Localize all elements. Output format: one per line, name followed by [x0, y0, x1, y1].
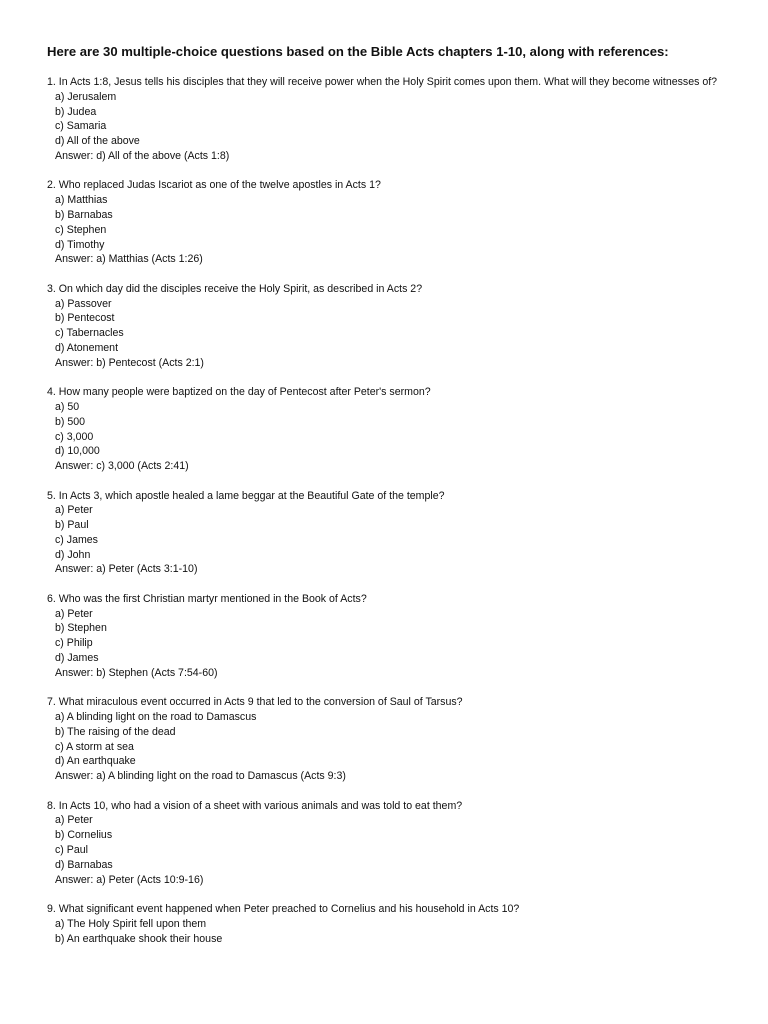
- answer-option: d) Timothy: [55, 238, 105, 251]
- question-block: [47, 902, 737, 946]
- answer-option: b) 500: [55, 415, 86, 428]
- question-block: [47, 799, 737, 888]
- answer-option: a) Peter: [55, 504, 93, 517]
- answer-option: a) The Holy Spirit fell upon them: [55, 917, 207, 930]
- answer-option: d) An earthquake: [55, 755, 136, 768]
- answer-option: d) Atonement: [55, 341, 119, 354]
- answer-option: b) Cornelius: [55, 829, 113, 842]
- answer-option: d) James: [55, 652, 99, 665]
- question-text: 3. On which day did the disciples receive the Holy Spirit, as described in Acts 2?: [47, 282, 423, 295]
- answer-option: b) An earthquake shook their house: [55, 932, 223, 945]
- answer-option: b) Judea: [55, 105, 97, 118]
- answer-option: a) Matthias: [55, 194, 108, 207]
- answer-option: d) 10,000: [55, 445, 100, 458]
- answer-key: Answer: b) Pentecost (Acts 2:1): [55, 356, 204, 369]
- question-block: [47, 75, 737, 164]
- answer-key: Answer: a) Matthias (Acts 1:26): [55, 253, 203, 266]
- answer-option: c) Philip: [55, 637, 93, 650]
- question-block: [47, 178, 737, 267]
- answer-option: c) Stephen: [55, 223, 107, 236]
- question-text: 2. Who replaced Judas Iscariot as one of the twelve apostles in Acts 1?: [47, 179, 381, 192]
- question-text: 8. In Acts 10, who had a vision of a sheet with various animals and was told to eat them?: [47, 799, 463, 812]
- document-title: Here are 30 multiple-choice questions based on the Bible Acts chapters 1-10, along with references:: [47, 44, 669, 59]
- answer-option: c) A storm at sea: [55, 740, 134, 753]
- answer-option: a) A blinding light on the road to Damascus: [55, 711, 257, 724]
- answer-option: b) Stephen: [55, 622, 107, 635]
- answer-option: b) Paul: [55, 519, 89, 532]
- question-block: [47, 695, 737, 784]
- question-block: [47, 592, 737, 681]
- answer-option: b) Barnabas: [55, 208, 113, 221]
- question-block: [47, 489, 737, 578]
- answer-option: c) Paul: [55, 844, 88, 857]
- answer-option: a) Peter: [55, 607, 93, 620]
- answer-option: a) Passover: [55, 297, 112, 310]
- answer-option: c) 3,000: [55, 430, 94, 443]
- answer-option: b) The raising of the dead: [55, 725, 176, 738]
- answer-option: c) Samaria: [55, 120, 107, 133]
- answer-key: Answer: a) Peter (Acts 3:1-10): [55, 563, 198, 576]
- answer-option: c) James: [55, 533, 98, 546]
- answer-option: a) Peter: [55, 814, 93, 827]
- answer-option: d) Barnabas: [55, 858, 113, 871]
- answer-key: Answer: a) A blinding light on the road to Damascus (Acts 9:3): [55, 770, 346, 783]
- answer-option: c) Tabernacles: [55, 327, 124, 340]
- question-text: 7. What miraculous event occurred in Acts 9 that led to the conversion of Saul of Tarsus?: [47, 696, 463, 709]
- answer-option: a) 50: [55, 400, 80, 413]
- question-text: 1. In Acts 1:8, Jesus tells his disciples that they will receive power when the Holy Spirit comes upon them. What will they become witnesses of?: [47, 76, 718, 88]
- answer-option: d) All of the above: [55, 135, 140, 148]
- answer-option: d) John: [55, 548, 91, 561]
- question-text: 4. How many people were baptized on the day of Pentecost after Peter's sermon?: [47, 386, 431, 399]
- question-block: [47, 282, 737, 371]
- answer-key: Answer: d) All of the above (Acts 1:8): [55, 149, 230, 162]
- answer-key: Answer: a) Peter (Acts 10:9-16): [55, 873, 204, 886]
- question-text: 9. What significant event happened when Peter preached to Cornelius and his household in Acts 10?: [47, 903, 520, 915]
- question-block: [47, 385, 737, 474]
- question-text: 5. In Acts 3, which apostle healed a lame beggar at the Beautiful Gate of the temple?: [47, 489, 445, 502]
- question-text: 6. Who was the first Christian martyr mentioned in the Book of Acts?: [47, 592, 367, 605]
- answer-option: a) Jerusalem: [55, 90, 117, 103]
- answer-option: b) Pentecost: [55, 312, 115, 325]
- answer-key: Answer: c) 3,000 (Acts 2:41): [55, 460, 189, 473]
- answer-key: Answer: b) Stephen (Acts 7:54-60): [55, 666, 218, 679]
- document-page: [47, 43, 737, 961]
